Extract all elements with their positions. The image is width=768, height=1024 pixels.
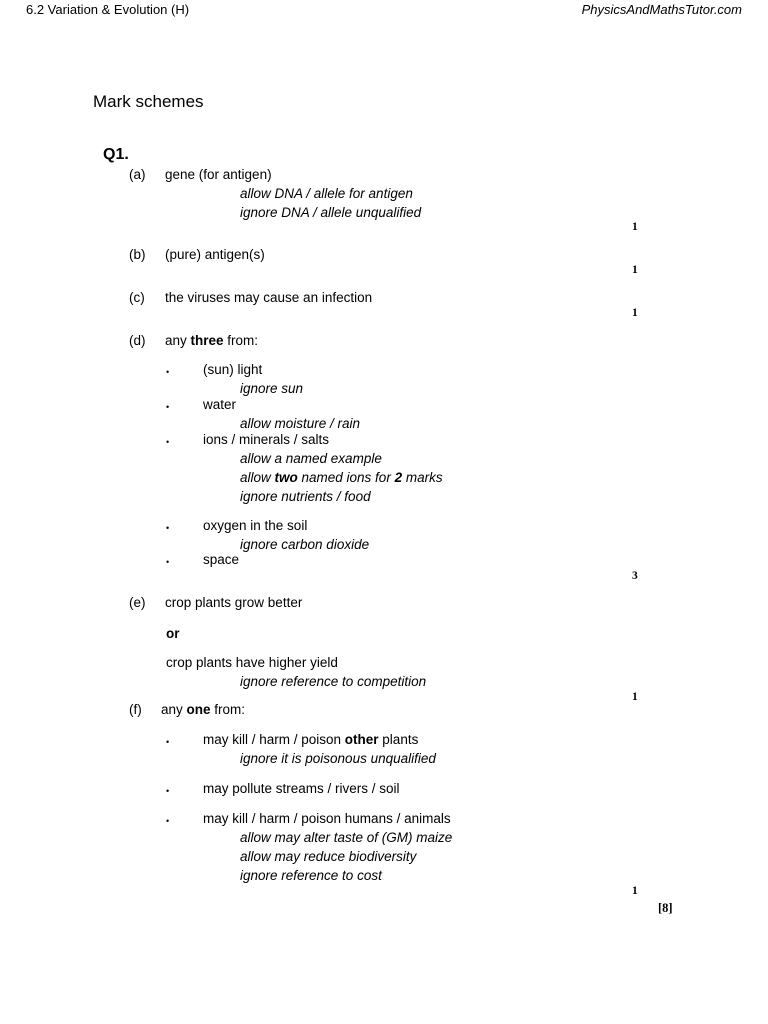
part-f-item-1: may kill / harm / poison other plants — [203, 732, 419, 747]
part-d-note-ions-1: allow a named example — [240, 451, 382, 466]
bullet: • — [166, 786, 170, 796]
part-f-note-3c: ignore reference to cost — [240, 868, 382, 883]
part-a-note-2: ignore DNA / allele unqualified — [240, 205, 422, 220]
header-right: PhysicsAndMathsTutor.com — [581, 2, 742, 17]
bullet: • — [166, 557, 170, 567]
part-f-item-2: may pollute streams / rivers / soil — [203, 781, 400, 796]
part-e-note: ignore reference to competition — [240, 674, 427, 689]
part-c-label: (c) — [129, 290, 145, 305]
header-left: 6.2 Variation & Evolution (H) — [26, 2, 190, 17]
part-a-note-1: allow DNA / allele for antigen — [240, 186, 413, 201]
bullet: • — [166, 523, 170, 533]
part-d-item-oxygen: oxygen in the soil — [203, 518, 308, 533]
part-e-label: (e) — [129, 595, 146, 610]
part-f-label: (f) — [129, 702, 142, 717]
part-d-item-space: space — [203, 552, 240, 567]
bullet: • — [166, 367, 170, 377]
part-e-answer-1: crop plants grow better — [165, 595, 303, 610]
part-d-item-water: water — [203, 397, 237, 412]
part-c-mark: 1 — [632, 307, 638, 319]
bullet: • — [166, 737, 170, 747]
part-f-note-1: ignore it is poisonous unqualified — [240, 751, 436, 766]
part-e-mark: 1 — [632, 691, 638, 703]
part-d-note-water: allow moisture / rain — [240, 416, 361, 431]
part-d-note-ions-2: allow two named ions for 2 marks — [240, 470, 443, 485]
part-c-answer: the viruses may cause an infection — [165, 290, 373, 305]
part-d-intro: any three from: — [165, 333, 259, 348]
part-a-mark: 1 — [632, 221, 638, 233]
part-e-or: or — [166, 626, 180, 641]
part-f-item-3: may kill / harm / poison humans / animals — [203, 811, 451, 826]
part-a-answer: gene (for antigen) — [165, 167, 272, 182]
total-marks: [8] — [658, 901, 673, 915]
part-d-item-light: (sun) light — [203, 362, 263, 377]
part-f-note-3b: allow may reduce biodiversity — [240, 849, 417, 864]
part-f-intro: any one from: — [161, 702, 246, 717]
part-d-mark: 3 — [632, 570, 638, 582]
part-f-mark: 1 — [632, 885, 638, 897]
bullet: • — [166, 402, 170, 412]
part-b-mark: 1 — [632, 264, 638, 276]
part-b-label: (b) — [129, 247, 146, 262]
page-title: Mark schemes — [93, 92, 204, 111]
question-number: Q1. — [103, 146, 129, 163]
part-b-answer: (pure) antigen(s) — [165, 247, 265, 262]
bullet: • — [166, 437, 170, 447]
bullet: • — [166, 816, 170, 826]
part-d-item-ions: ions / minerals / salts — [203, 432, 330, 447]
part-d-note-light: ignore sun — [240, 381, 304, 396]
part-d-note-ions-3: ignore nutrients / food — [240, 489, 371, 504]
part-d-note-oxygen: ignore carbon dioxide — [240, 537, 370, 552]
part-d-label: (d) — [129, 333, 146, 348]
part-e-answer-2: crop plants have higher yield — [166, 655, 338, 670]
part-f-note-3a: allow may alter taste of (GM) maize — [240, 830, 453, 845]
part-a-label: (a) — [129, 167, 146, 182]
